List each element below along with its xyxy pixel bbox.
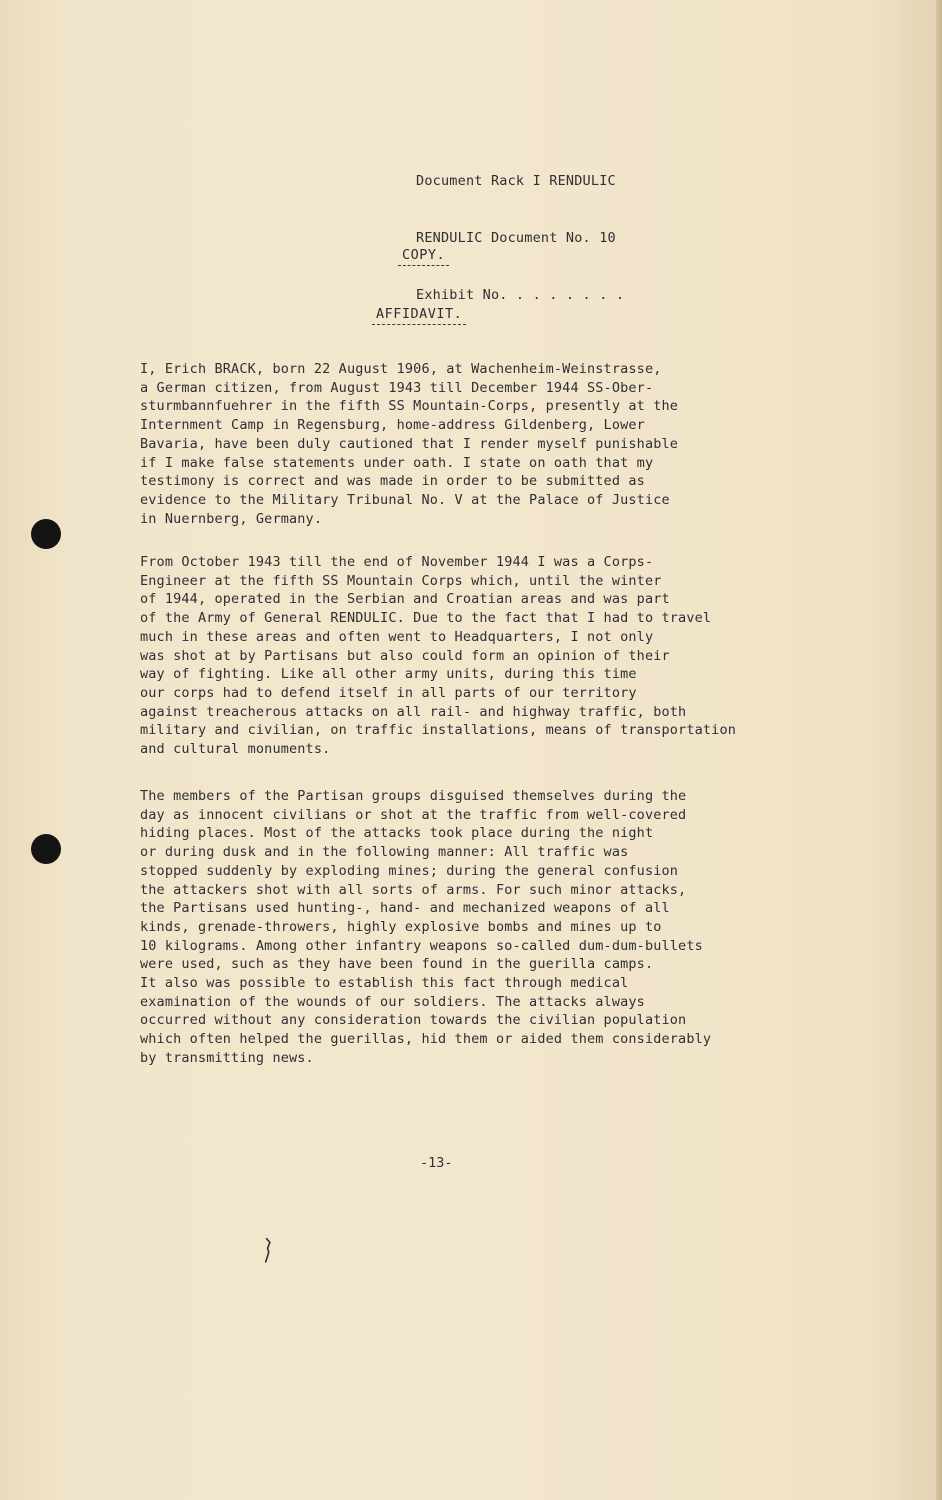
text-line: and cultural monuments. — [140, 741, 331, 758]
text-line: much in these areas and often went to Headquarters, I not only — [140, 628, 654, 645]
text-line: 10 kilograms. Among other infantry weapons so-called dum-dum-bullets — [140, 937, 703, 954]
text-line: the Partisans used hunting-, hand- and mechanized weapons of all — [140, 900, 670, 917]
text-line: testimony is correct and was made in order to be submitted as — [140, 473, 645, 490]
text-line: were used, such as they have been found in the guerilla camps. — [140, 956, 654, 973]
page-edge — [936, 0, 942, 1500]
text-line: a German citizen, from August 1943 till December 1944 SS-Ober- — [140, 379, 654, 396]
page-number: -13- — [420, 1155, 453, 1171]
text-line: way of fighting. Like all other army units, during this time — [140, 666, 637, 683]
text-line: The members of the Partisan groups disguised themselves during the — [140, 788, 687, 804]
text-line: against treacherous attacks on all rail- and highway traffic, both — [140, 703, 687, 720]
header-document-book: Document Rack I RENDULIC — [416, 173, 616, 189]
text-line: was shot at by Partisans but also could form an opinion of their — [140, 647, 670, 664]
text-line: I, Erich BRACK, born 22 August 1906, at Wachenheim-Weinstrasse, — [140, 361, 662, 377]
header-document-number: RENDULIC Document No. 10 — [416, 230, 616, 246]
text-line: occurred without any consideration towards the civilian population — [140, 1012, 687, 1029]
text-line: kinds, grenade-throwers, highly explosive bombs and mines up to — [140, 918, 662, 935]
text-line: Engineer at the fifth SS Mountain Corps which, until the winter — [140, 572, 662, 589]
text-line: military and civilian, on traffic installations, means of transportation — [140, 722, 736, 739]
text-line: the attackers shot with all sorts of arms. For such minor attacks, — [140, 881, 687, 898]
text-line: if I make false statements under oath. I state on oath that my — [140, 454, 654, 471]
text-line: by transmitting news. — [140, 1049, 314, 1066]
text-line: of 1944, operated in the Serbian and Croatian areas and was part — [140, 591, 670, 608]
text-line: hiding places. Most of the attacks took place during the night — [140, 825, 654, 842]
text-line: our corps had to defend itself in all parts of our territory — [140, 684, 637, 701]
text-line: sturmbannfuehrer in the fifth SS Mountain-Corps, presently at the — [140, 398, 679, 415]
text-line: examination of the wounds of our soldiers. The attacks always — [140, 993, 645, 1010]
paragraph-identity — [140, 360, 678, 528]
header-exhibit-number: Exhibit No. . . . . . . . — [416, 287, 625, 303]
punch-hole-bottom — [31, 834, 61, 864]
copy-heading: COPY. — [398, 247, 449, 266]
text-line: Bavaria, have been duly cautioned that I render myself punishable — [140, 435, 679, 452]
text-line: stopped suddenly by exploding mines; during the general confusion — [140, 862, 679, 879]
ink-mark — [259, 1237, 274, 1265]
text-line: of the Army of General RENDULIC. Due to the fact that I had to travel — [140, 610, 712, 627]
affidavit-heading: AFFIDAVIT. — [372, 306, 466, 325]
text-line: From October 1943 till the end of November 1944 I was a Corps- — [140, 554, 654, 570]
paragraph-service — [140, 553, 736, 759]
paragraph-partisans — [140, 787, 711, 1068]
text-line: day as innocent civilians or shot at the traffic from well-covered — [140, 806, 687, 823]
text-line: or during dusk and in the following manner: All traffic was — [140, 844, 629, 861]
text-line: which often helped the guerillas, hid them or aided them considerably — [140, 1031, 712, 1048]
punch-hole-top — [31, 519, 61, 549]
text-line: It also was possible to establish this fact through medical — [140, 975, 629, 992]
text-line: Internment Camp in Regensburg, home-address Gildenberg, Lower — [140, 417, 645, 434]
text-line: in Nuernberg, Germany. — [140, 510, 323, 527]
text-line: evidence to the Military Tribunal No. V at the Palace of Justice — [140, 491, 670, 508]
